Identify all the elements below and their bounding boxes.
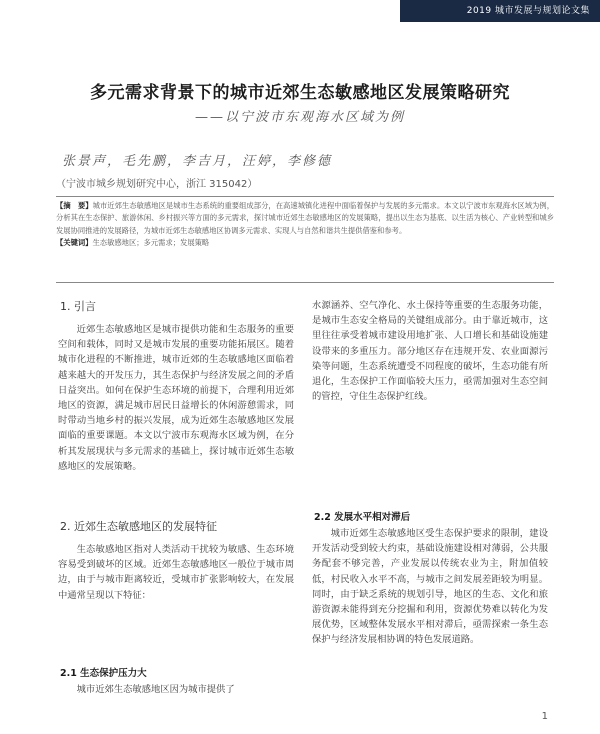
intro-paragraph [58,322,294,512]
section-2-2-paragraph [312,526,548,708]
section-2-text: 生态敏感地区指对人类活动干扰较为敏感、生态环境容易受到破坏的区域。近郊生态敏感地区一般位于城市周边，由于与城市距离较近，受城市扩张影响较大，在发展中通常呈现以下特征： [58,544,294,601]
authors: 张景声，毛先鹏，李吉月，汪婷，李修德 [62,154,333,169]
section-2-1-text: 城市近郊生态敏感地区因为城市提供了 [76,684,235,695]
abstract-text: 城市近郊生态敏感地区是城市生态系统的重要组成部分，在高速城镇化进程中面临着保护与发展的多元需求。本文以宁波市东观海水区域为例，分析其在生态保护、旅游休闲、乡村振兴等方面的多元需求，探讨城市近郊生态敏感地区的发展策略，提出以生态为基底、以生活为核心、产业转型和城乡发展协同推进的发展路径，为城市近郊生态敏感地区协调多元需求、实现人与自然和谐共生提供借鉴和参考。 [56,201,555,235]
journal-header: 2019 城市发展与规划论文集 [400,0,600,22]
page-title: 多元需求背景下的城市近郊生态敏感地区发展策略研究 [90,83,510,103]
right-continuation-text: 水源涵养、空气净化、水土保持等重要的生态服务功能，是城市生态安全格局的关键组成部分。由于靠近城市，这里往往承受着城市建设用地扩张、人口增长和基础设施建设带来的多重压力。部分地区存在违规开发、农业面源污染等问题，生态系统遭受不同程度的破坏，生态功能有所退化，生态保护工作面临较大压力，亟需加强对生态空间的管控，守住生态保护红线。 [312,300,548,403]
section-2-2-text: 城市近郊生态敏感地区受生态保护要求的限制，建设开发活动受到较大约束，基础设施建设相对薄弱，公共服务配套不够完善，产业发展以传统农业为主，附加值较低，村民收入水平不高，与城市之间发展差距较为明显。同时，由于缺乏系统的规划引导，地区的生态、文化和旅游资源未能得到充分挖掘和利用，资源优势难以转化为发展优势，区域整体发展水平相对滞后，亟需探索一条生态保护与经济发展相协调的特色发展道路。 [312,528,548,646]
affiliation: （宁波市城乡规划研究中心，浙江 315042） [56,179,258,190]
page-number: 1 [541,711,548,722]
page-subtitle: ——以宁波市东观海水区域为例 [194,110,405,125]
section-2-2-heading: 2.2 发展水平相对滞后 [314,512,411,523]
section-2-heading: 2. 近郊生态敏感地区的发展特征 [60,520,217,533]
section-2-1-paragraph [58,682,294,700]
section-2-paragraph [58,542,294,660]
abstract-bottom-rule [56,282,554,283]
abstract [56,200,554,250]
intro-text: 近郊生态敏感地区是城市提供功能和生态服务的重要空间和载体，同时又是城市发展的重要功能拓展区。随着城市化进程的不断推进，城市近郊的生态敏感地区面临着越来越大的开发压力，其生态保护与经济发展之间的矛盾日益突出。如何在保护生态环境的前提下，合理利用近郊地区的资源，满足城市居民日益增长的休闲游憩需求，同时带动当地乡村的振兴发展，成为近郊生态敏感地区发展面临的重要课题。本文以宁波市东观海水区域为例，在分析其发展现状与多元需求的基础上，探讨城市近郊生态敏感地区的发展策略。 [58,324,294,472]
keywords-label: 【关键词】 [56,238,93,248]
section-1-heading: 1. 引言 [60,300,96,313]
section-2-1-heading: 2.1 生态保护压力大 [60,668,147,679]
right-continuation-paragraph [312,298,548,496]
keywords-text: 生态敏感地区；多元需求；发展策略 [92,238,210,248]
abstract-label: 【摘 要】 [56,201,93,210]
abstract-top-rule [56,196,554,197]
